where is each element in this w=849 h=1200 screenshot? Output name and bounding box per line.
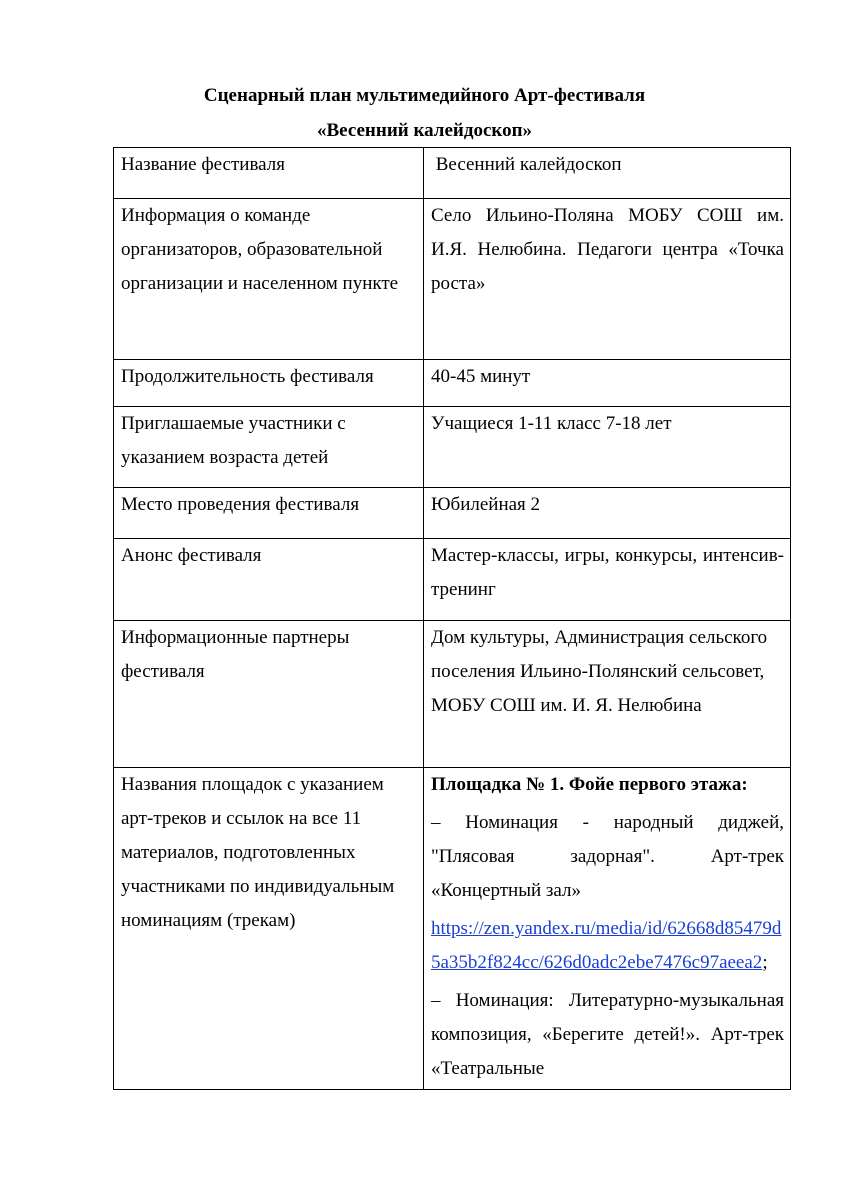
table-row [114,488,791,539]
scenario-plan-table [113,147,791,1090]
row-label: Приглашаемые участники с указанием возраста детей [114,407,424,488]
table-row [114,407,791,488]
venue-title: Площадка № 1. Фойе первого этажа: [431,774,748,795]
venues-cell [424,768,791,1090]
row-label: Информация о команде организаторов, образовательной организации и населенном пункте [114,199,424,360]
link-suffix: ; [762,952,768,973]
table-row [114,148,791,199]
table-row [114,768,791,1090]
row-value: Весенний калейдоскоп [424,148,791,199]
row-label: Информационные партнеры фестиваля [114,621,424,768]
nomination-item: – Номинация: Литературно-музыкальная композиция, «Берегите детей!». Арт-трек «Театральные [431,990,784,1079]
document-title: Сценарный план мультимедийного Арт-фестиваля [203,85,646,106]
row-label: Анонс фестиваля [114,539,424,621]
table-row [114,621,791,768]
row-label: Название фестиваля [114,148,424,199]
table-row [114,360,791,407]
row-label: Продолжительность фестиваля [114,360,424,407]
row-value: Юбилейная 2 [424,488,791,539]
row-value: Село Ильино-Поляна МОБУ СОШ им. И.Я. Нелюбина. Педагоги центра «Точка роста» [424,199,791,360]
row-value: Мастер-классы, игры, конкурсы, интенсив-тренинг [424,539,791,621]
row-value: 40-45 минут [424,360,791,407]
table-row [114,199,791,360]
festival-name-heading: «Весенний калейдоскоп» [316,120,533,141]
nomination-item: – Номинация - народный диджей, "Плясовая задорная". Арт-трек «Концертный зал» [431,812,784,901]
table-row [114,539,791,621]
row-label: Названия площадок с указанием арт-треков и ссылок на все 11 материалов, подготовленных участниками по индивидуальным номинациям (трекам) [114,768,424,1090]
row-label: Место проведения фестиваля [114,488,424,539]
row-value: Учащиеся 1-11 класс 7-18 лет [424,407,791,488]
row-value: Дом культуры, Администрация сельского поселения Ильино-Полянский сельсовет, МОБУ СОШ им. И. Я. Нелюбина [424,621,791,768]
material-link[interactable]: https://zen.yandex.ru/media/id/62668d85479d5a35b2f824cc/626d0adc2ebe7476c97aeea2 [431,918,782,973]
link-paragraph [431,912,784,980]
